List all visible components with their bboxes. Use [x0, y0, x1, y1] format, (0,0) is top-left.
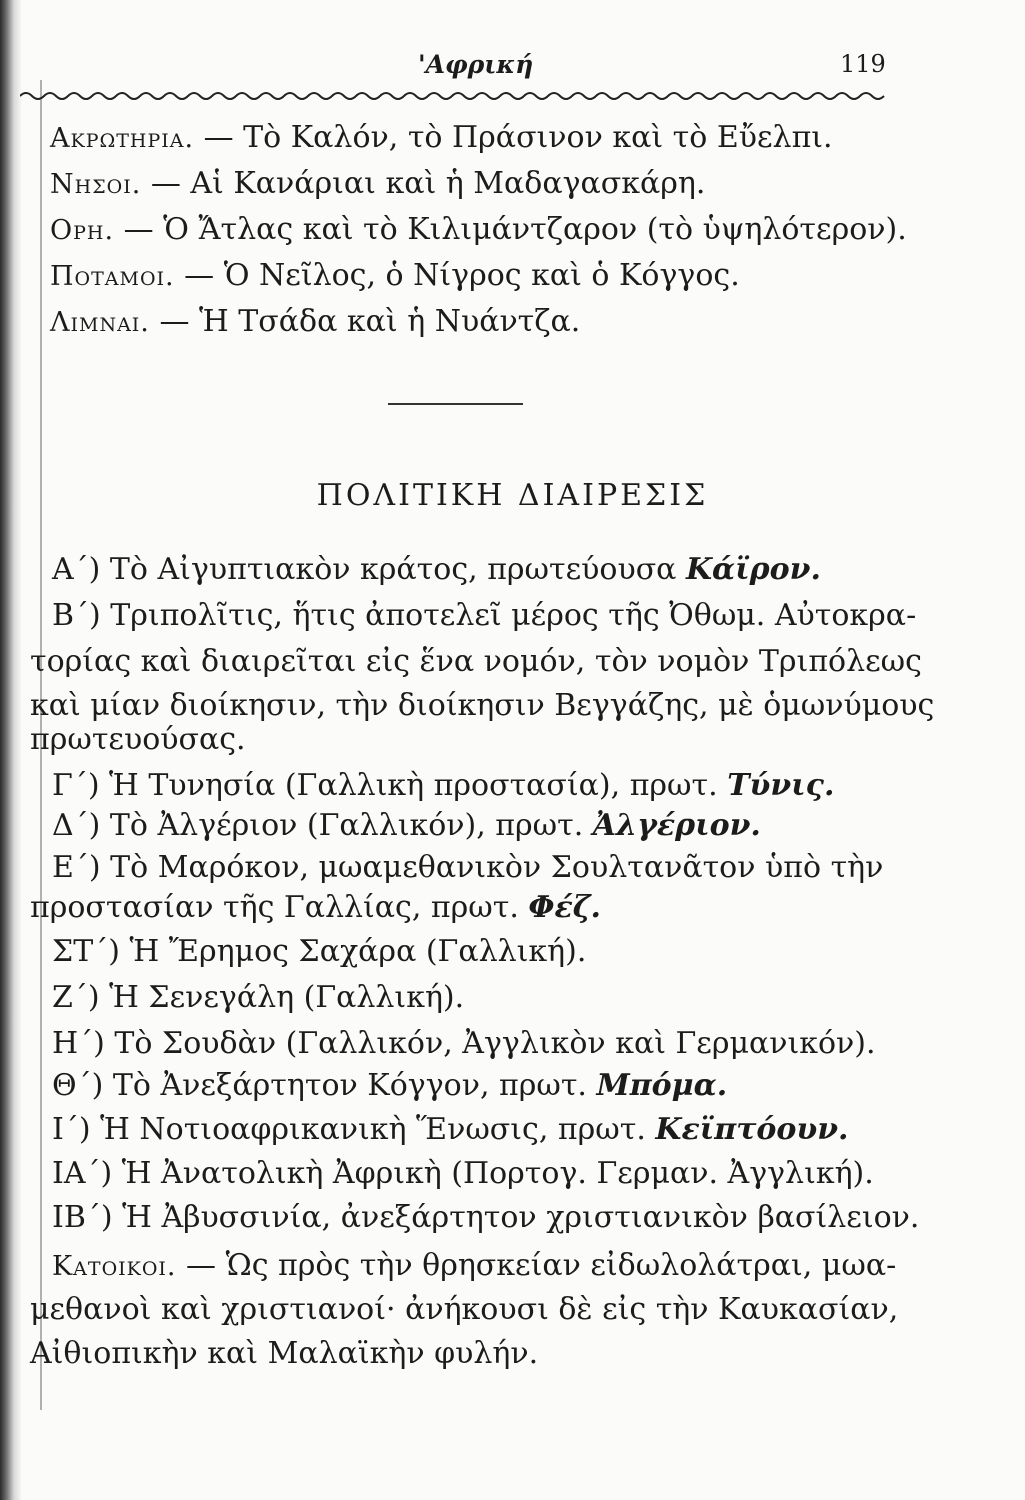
division-line — [52, 932, 586, 972]
page-number: 119 — [840, 50, 886, 78]
term-label: Ορη. — [50, 215, 115, 246]
division-line — [30, 642, 922, 682]
term-label: Κατοικοι. — [52, 1251, 177, 1282]
division-text: τορίας καὶ διαιρεῖται εἰς ἕνα νομόν, τὸν νομὸν Τριπόλεως — [30, 644, 922, 679]
entry-text: — Ὁ Νεῖλος, ὁ Νίγρος καὶ ὁ Κόγγος. — [174, 258, 740, 293]
inhabitants-text: μεθανοὶ καὶ χριστιανοί· ἀνήκουσι δὲ εἰς τὴν Καυκασίαν, — [30, 1292, 899, 1327]
running-title: 'Αφρική — [418, 50, 534, 79]
section-divider — [388, 403, 523, 405]
inhabitants-line — [30, 1334, 538, 1374]
inhabitants-line — [52, 1246, 896, 1287]
division-text: προστασίαν τῆς Γαλλίας, πρωτ. — [30, 890, 529, 925]
division-text: πρωτευούσας. — [30, 722, 246, 757]
division-line — [52, 550, 821, 590]
division-text: Ζ΄) Ἡ Σενεγάλη (Γαλλική). — [52, 980, 465, 1015]
division-capital: Φέζ. — [528, 890, 602, 925]
book-gutter-shadow — [0, 0, 22, 1500]
term-label: Ποταμοι. — [50, 261, 175, 292]
entry-text: — Ἡ Τσάδα καὶ ἡ Νυάντζα. — [149, 304, 581, 339]
division-text: Ε΄) Τὸ Μαρόκον, μωαμεθανικὸν Σουλτανᾶτον ὑπὸ τὴν — [52, 850, 884, 885]
entry-text: — Τὸ Καλόν, τὸ Πράσινον καὶ τὸ Εὔελπι. — [194, 120, 833, 155]
division-line — [30, 888, 601, 928]
division-capital: Κάϊρον. — [685, 552, 821, 587]
inhabitants-text: — Ὡς πρὸς τὴν θρησκείαν εἰδωλολάτραι, μωα- — [176, 1248, 897, 1283]
division-line — [52, 1024, 876, 1064]
division-line — [52, 1066, 727, 1106]
geography-islands — [50, 164, 705, 205]
division-line — [52, 978, 464, 1018]
entry-text: — Αἱ Κανάριαι καὶ ἡ Μαδαγασκάρη. — [141, 166, 706, 201]
division-capital: Ἀλγέριον. — [592, 808, 761, 843]
division-capital: Κεϊπτόουν. — [655, 1112, 849, 1147]
geography-mountains — [50, 210, 907, 251]
inhabitants-line — [30, 1290, 898, 1330]
geography-capes — [50, 118, 833, 159]
division-line — [52, 1198, 919, 1238]
division-text: ΙΑ΄) Ἡ Ἀνατολικὴ Ἀφρικὴ (Πορτογ. Γερμαν. Ἀγγλική). — [52, 1156, 874, 1191]
division-line — [52, 766, 834, 806]
division-text: Γ΄) Ἡ Τυνησία (Γαλλικὴ προστασία), πρωτ. — [52, 768, 728, 803]
division-capital: Τύνις. — [727, 768, 835, 803]
division-line — [30, 720, 246, 760]
division-text: Α΄) Τὸ Αἰγυπτιακὸν κράτος, πρωτεύουσα — [52, 552, 686, 587]
page-header — [0, 50, 1025, 90]
division-text: Η΄) Τὸ Σουδὰν (Γαλλικόν, Ἀγγλικὸν καὶ Γερμανικόν). — [52, 1026, 876, 1061]
division-text: Δ΄) Τὸ Ἀλγέριον (Γαλλικόν), πρωτ. — [52, 808, 593, 843]
division-text: Θ΄) Τὸ Ἀνεξάρτητον Κόγγον, πρωτ. — [52, 1068, 597, 1103]
division-text: Β΄) Τριπολῖτις, ἥτις ἀποτελεῖ μέρος τῆς Ὀθωμ. Αὐτοκρα- — [52, 598, 917, 633]
term-label: Ακρωτηρια. — [50, 123, 195, 154]
division-line — [52, 1154, 874, 1194]
inhabitants-text: Αἰθιοπικὴν καὶ Μαλαϊκὴν φυλήν. — [30, 1336, 539, 1371]
entry-text: — Ὁ Ἄτλας καὶ τὸ Κιλιμάντζαρον (τὸ ὑψηλότερον). — [114, 212, 907, 247]
division-line — [52, 596, 916, 636]
geography-rivers — [50, 256, 740, 297]
term-label: Νησοι. — [50, 169, 142, 200]
division-line — [52, 806, 761, 846]
wavy-header-rule — [20, 88, 890, 104]
division-text: ΣΤ΄) Ἡ Ἔρημος Σαχάρα (Γαλλική). — [52, 934, 587, 969]
term-label: Λιμναι. — [50, 307, 150, 338]
section-heading: ΠΟΛΙΤΙΚΗ ΔΙΑΙΡΕΣΙΣ — [316, 478, 709, 513]
division-line — [52, 1110, 848, 1150]
division-text: Ι΄) Ἡ Νοτιοαφρικανικὴ Ἕνωσις, πρωτ. — [52, 1112, 656, 1147]
division-capital: Μπόμα. — [596, 1068, 728, 1103]
division-line — [52, 848, 883, 888]
division-text: καὶ μίαν διοίκησιν, τὴν διοίκησιν Βεγγάζης, μὲ ὁμωνύμους — [30, 688, 935, 723]
division-text: ΙΒ΄) Ἡ Ἀβυσσινία, ἀνεξάρτητον χριστιανικὸν βασίλειον. — [52, 1200, 920, 1235]
geography-lakes — [50, 302, 580, 343]
